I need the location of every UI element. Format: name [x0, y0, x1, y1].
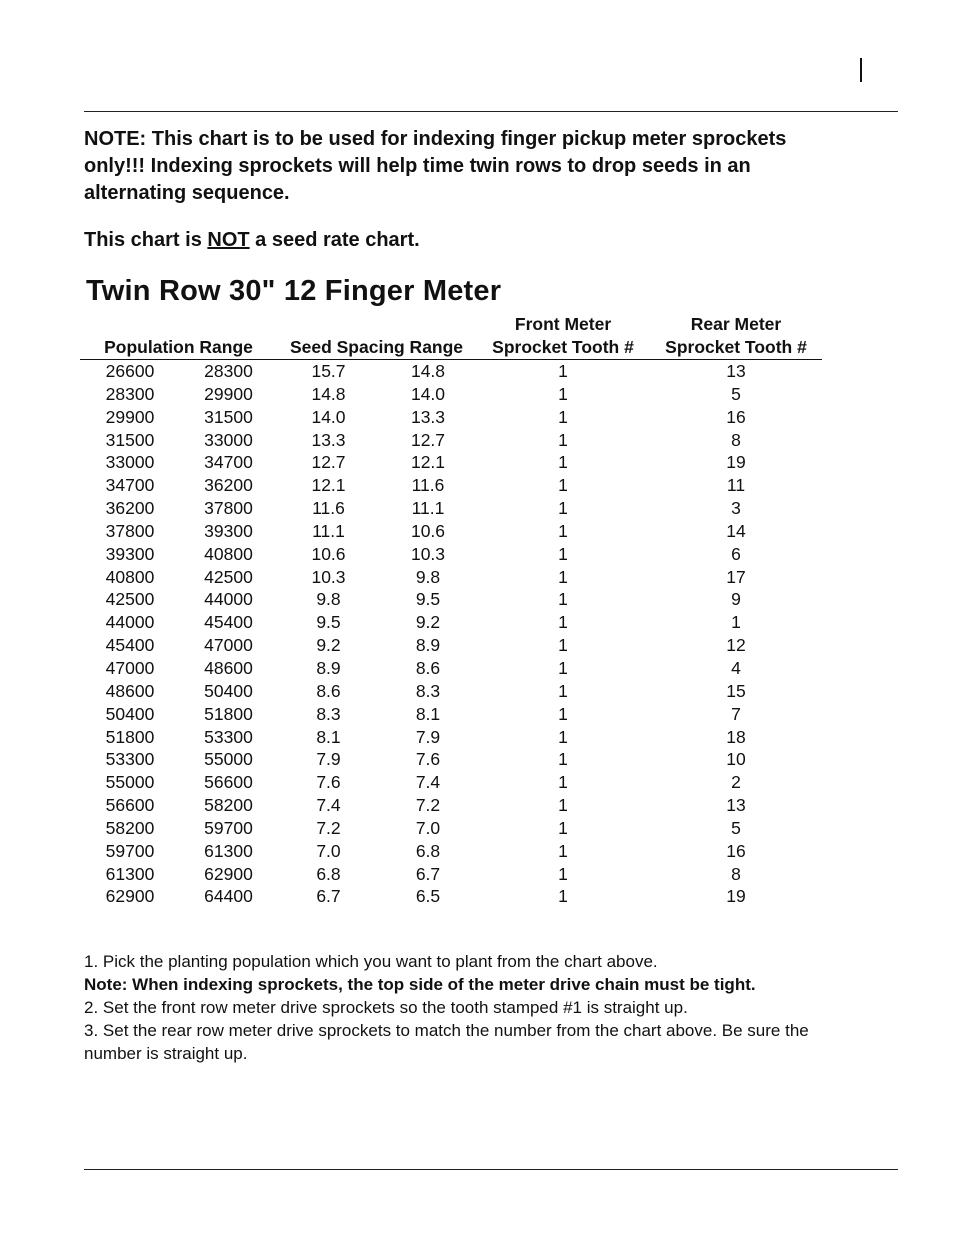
- not-seed-rate-note: [84, 229, 420, 252]
- rear-tooth-cell: 19: [726, 886, 746, 907]
- spacing-high-cell: 8.9: [316, 657, 341, 678]
- table-row: [80, 794, 822, 817]
- population-low-cell: 61300: [105, 863, 155, 884]
- table-row: [80, 703, 822, 726]
- spacing-high-cell: 9.5: [316, 612, 341, 633]
- rear-tooth-cell: 18: [726, 726, 746, 747]
- table-row: [80, 451, 822, 474]
- population-low-cell: 36200: [105, 498, 155, 519]
- spacing-low-cell: 9.2: [415, 612, 441, 633]
- spacing-high-cell: 8.3: [316, 703, 341, 724]
- population-high-cell: 62900: [204, 863, 253, 884]
- population-high-cell: 64400: [204, 886, 253, 907]
- population-low-cell: 39300: [105, 543, 155, 564]
- population-low-cell: 44000: [105, 612, 155, 633]
- spacing-high-cell: 10.3: [311, 566, 346, 587]
- rear-tooth-cell: 16: [726, 840, 746, 861]
- population-high-cell: 58200: [204, 795, 253, 816]
- header-seed-spacing-range: Seed Spacing Range: [277, 336, 476, 360]
- spacing-low-cell: 6.7: [415, 863, 441, 884]
- population-high-cell: 53300: [204, 726, 253, 747]
- table-row: [80, 680, 822, 703]
- rear-tooth-cell: 16: [726, 406, 746, 427]
- front-tooth-cell: 1: [558, 406, 568, 427]
- front-tooth-cell: 1: [558, 817, 568, 838]
- spacing-high-cell: 8.1: [316, 726, 341, 747]
- population-low-cell: 48600: [105, 680, 155, 701]
- spacing-low-cell: 7.4: [415, 772, 441, 793]
- header-rule: [84, 111, 898, 112]
- spacing-high-cell: 8.6: [316, 680, 341, 701]
- instruction-step-1: 1. Pick the planting population which you want to plant from the chart above.: [84, 952, 658, 971]
- rear-tooth-cell: 12: [726, 635, 746, 656]
- population-low-cell: 47000: [105, 657, 155, 678]
- front-tooth-cell: 1: [558, 840, 568, 861]
- population-high-cell: 47000: [204, 635, 253, 656]
- header-front-sprocket-tooth: Sprocket Tooth #: [476, 336, 650, 360]
- population-high-cell: 36200: [204, 475, 253, 496]
- rear-tooth-cell: 6: [731, 543, 741, 564]
- table-row: [80, 360, 822, 383]
- spacing-high-cell: 13.3: [311, 429, 346, 450]
- rear-tooth-cell: 10: [726, 749, 746, 770]
- population-high-cell: 55000: [204, 749, 253, 770]
- front-tooth-cell: 1: [558, 772, 568, 793]
- rear-tooth-cell: 2: [731, 772, 741, 793]
- population-high-cell: 50400: [204, 680, 253, 701]
- population-high-cell: 39300: [204, 520, 253, 541]
- spacing-low-cell: 9.5: [415, 589, 441, 610]
- spacing-high-cell: 7.6: [316, 772, 341, 793]
- rear-tooth-cell: 14: [726, 520, 746, 541]
- instruction-step-2: 2. Set the front row meter drive sprockets so the tooth stamped #1 is straight up.: [84, 998, 688, 1017]
- spacing-low-cell: 13.3: [410, 406, 446, 427]
- spacing-high-cell: 9.2: [316, 635, 341, 656]
- front-tooth-cell: 1: [558, 520, 568, 541]
- spacing-high-cell: 15.7: [311, 361, 346, 381]
- front-tooth-cell: 1: [558, 475, 568, 496]
- rear-tooth-cell: 17: [726, 566, 746, 587]
- rear-tooth-cell: 8: [731, 863, 741, 884]
- front-tooth-cell: 1: [558, 361, 568, 381]
- population-high-cell: 44000: [204, 589, 253, 610]
- rear-tooth-cell: 3: [731, 498, 741, 519]
- population-low-cell: 62900: [105, 886, 155, 907]
- spacing-low-cell: 8.3: [415, 680, 441, 701]
- table-row: [80, 771, 822, 794]
- front-tooth-cell: 1: [558, 452, 568, 473]
- chart-title: Twin Row 30" 12 Finger Meter: [86, 275, 502, 307]
- table-header-row-bottom: [80, 336, 822, 360]
- front-tooth-cell: 1: [558, 635, 568, 656]
- spacing-high-cell: 14.0: [311, 406, 346, 427]
- population-high-cell: 34700: [204, 452, 253, 473]
- population-high-cell: 33000: [204, 429, 253, 450]
- header-population-range: Population Range: [80, 336, 277, 360]
- front-tooth-cell: 1: [558, 498, 568, 519]
- table-row: [80, 588, 822, 611]
- population-high-cell: 29900: [204, 383, 253, 404]
- population-low-cell: 29900: [105, 406, 155, 427]
- population-high-cell: 61300: [204, 840, 253, 861]
- spacing-high-cell: 6.8: [316, 863, 341, 884]
- not-rate-suffix: a seed rate chart.: [249, 229, 420, 251]
- spacing-low-cell: 7.0: [415, 817, 441, 838]
- population-high-cell: 56600: [204, 772, 253, 793]
- population-low-cell: 58200: [105, 817, 155, 838]
- spacing-low-cell: 6.5: [415, 886, 441, 907]
- population-high-cell: 48600: [204, 657, 253, 678]
- population-high-cell: 51800: [204, 703, 253, 724]
- spacing-low-cell: 8.6: [415, 657, 441, 678]
- spacing-low-cell: 12.7: [410, 429, 446, 450]
- header-rear-sprocket-tooth: Sprocket Tooth #: [650, 336, 822, 360]
- front-tooth-cell: 1: [558, 543, 568, 564]
- front-tooth-cell: 1: [558, 795, 568, 816]
- front-tooth-cell: 1: [558, 726, 568, 747]
- table-row: [80, 885, 822, 908]
- spacing-low-cell: 11.1: [411, 498, 445, 519]
- spacing-low-cell: 8.1: [415, 703, 441, 724]
- spacing-high-cell: 9.8: [316, 589, 341, 610]
- population-low-cell: 31500: [105, 429, 155, 450]
- rear-tooth-cell: 5: [731, 817, 741, 838]
- population-low-cell: 53300: [105, 749, 155, 770]
- spacing-high-cell: 7.2: [316, 817, 341, 838]
- population-high-cell: 42500: [204, 566, 253, 587]
- front-tooth-cell: 1: [558, 429, 568, 450]
- spacing-low-cell: 11.6: [411, 475, 445, 496]
- front-tooth-cell: 1: [558, 566, 568, 587]
- spacing-low-cell: 10.3: [410, 543, 446, 564]
- spacing-high-cell: 14.8: [311, 383, 346, 404]
- front-tooth-cell: 1: [558, 657, 568, 678]
- spacing-high-cell: 7.0: [316, 840, 341, 861]
- population-high-cell: 40800: [204, 543, 253, 564]
- population-high-cell: 37800: [204, 498, 253, 519]
- front-tooth-cell: 1: [558, 612, 568, 633]
- table-row: [80, 543, 822, 566]
- rear-tooth-cell: 4: [731, 657, 741, 678]
- front-tooth-cell: 1: [558, 383, 568, 404]
- indexing-note: NOTE: This chart is to be used for indexing finger pickup meter sprockets only!!! Indexing sprockets will help time twin rows to drop seeds in an alternating sequence.: [84, 128, 787, 204]
- not-rate-prefix: This chart is: [84, 229, 208, 251]
- spacing-high-cell: 12.1: [311, 475, 346, 496]
- spacing-low-cell: 8.9: [415, 635, 441, 656]
- table-row: [80, 566, 822, 589]
- spacing-high-cell: 6.7: [316, 886, 341, 907]
- rear-tooth-cell: 1: [731, 612, 741, 633]
- population-low-cell: 50400: [105, 703, 155, 724]
- table-row: [80, 657, 822, 680]
- table-row: [80, 748, 822, 771]
- spacing-low-cell: 7.2: [415, 795, 441, 816]
- table-row: [80, 817, 822, 840]
- spacing-high-cell: 12.7: [311, 452, 346, 473]
- population-low-cell: 45400: [105, 635, 155, 656]
- header-rear-meter: Rear Meter: [690, 314, 782, 334]
- spacing-low-cell: 14.8: [410, 361, 446, 381]
- population-high-cell: 45400: [204, 612, 253, 633]
- front-tooth-cell: 1: [558, 589, 568, 610]
- table-row: [80, 634, 822, 657]
- population-low-cell: 34700: [105, 475, 155, 496]
- spacing-high-cell: 11.1: [312, 520, 345, 541]
- population-low-cell: 56600: [105, 795, 155, 816]
- population-low-cell: 26600: [105, 361, 155, 381]
- population-low-cell: 37800: [105, 520, 155, 541]
- table-row: [80, 497, 822, 520]
- sprocket-index-table: [80, 313, 822, 908]
- front-tooth-cell: 1: [558, 886, 568, 907]
- spacing-high-cell: 11.6: [312, 498, 345, 519]
- population-low-cell: 33000: [105, 452, 155, 473]
- population-high-cell: 31500: [204, 406, 253, 427]
- population-low-cell: 42500: [105, 589, 155, 610]
- table-row: [80, 863, 822, 886]
- table-row: [80, 474, 822, 497]
- spacing-low-cell: 7.6: [415, 749, 441, 770]
- spacing-low-cell: 14.0: [410, 383, 446, 404]
- spacing-low-cell: 10.6: [410, 520, 446, 541]
- population-high-cell: 28300: [204, 361, 253, 381]
- table-body: [80, 360, 822, 909]
- spacing-high-cell: 10.6: [311, 543, 346, 564]
- instruction-step-3: 3. Set the rear row meter drive sprockets to match the number from the chart above. Be sure the number is straight up.: [84, 1021, 809, 1063]
- spacing-low-cell: 6.8: [415, 840, 441, 861]
- rear-tooth-cell: 13: [726, 795, 746, 816]
- instruction-note: Note: When indexing sprockets, the top side of the meter drive chain must be tight.: [84, 975, 756, 994]
- population-low-cell: 55000: [105, 772, 155, 793]
- rear-tooth-cell: 7: [731, 703, 741, 724]
- population-low-cell: 51800: [105, 726, 155, 747]
- rear-tooth-cell: 15: [726, 680, 746, 701]
- rear-tooth-cell: 5: [731, 383, 741, 404]
- rear-tooth-cell: 8: [731, 429, 741, 450]
- table-row: [80, 611, 822, 634]
- rear-tooth-cell: 19: [726, 452, 746, 473]
- table-row: [80, 520, 822, 543]
- table-row: [80, 840, 822, 863]
- spacing-high-cell: 7.4: [316, 795, 341, 816]
- spacing-high-cell: 7.9: [316, 749, 341, 770]
- rear-tooth-cell: 13: [726, 361, 746, 381]
- instructions: [84, 950, 844, 1065]
- rear-tooth-cell: 11: [726, 475, 746, 496]
- header-vertical-bar: [860, 58, 862, 82]
- table-header-row-top: [80, 313, 822, 336]
- population-low-cell: 40800: [105, 566, 155, 587]
- front-tooth-cell: 1: [558, 703, 568, 724]
- table-row: [80, 383, 822, 406]
- front-tooth-cell: 1: [558, 863, 568, 884]
- population-low-cell: 28300: [105, 383, 155, 404]
- rear-tooth-cell: 9: [731, 589, 741, 610]
- population-high-cell: 59700: [204, 817, 253, 838]
- table-row: [80, 429, 822, 452]
- population-low-cell: 59700: [105, 840, 155, 861]
- not-rate-emphasis: NOT: [207, 229, 250, 251]
- table-row: [80, 406, 822, 429]
- spacing-low-cell: 12.1: [410, 452, 446, 473]
- header-front-meter: Front Meter: [514, 314, 612, 334]
- front-tooth-cell: 1: [558, 680, 568, 701]
- footer-rule: [84, 1169, 898, 1170]
- spacing-low-cell: 9.8: [415, 566, 441, 587]
- front-tooth-cell: 1: [558, 749, 568, 770]
- table-row: [80, 726, 822, 749]
- spacing-low-cell: 7.9: [415, 726, 441, 747]
